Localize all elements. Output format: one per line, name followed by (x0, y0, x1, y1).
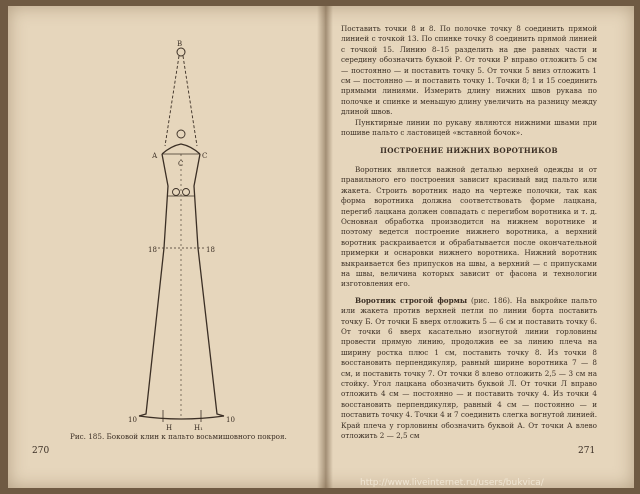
right-page-text (341, 24, 597, 441)
paragraph-4-body: (рис. 186). На выкройке пальто или жакета против верхней петли по линии борта поставить точку Б. От точки Б вверх отложить 5 — 6 см и поставить точку 6. От точки 6 вверх касательно изогнутой линии горловины провести прямую линию, продолжив ее за линию плеча на ширину ростка плюс 1 см, поставить точку 8. Из точки 8 восстановить перпендикуляр, равный ширине воротника 7 — 8 см, и поставить точку 7. От точки 8 влево отложить 2,5 — 3 см на стойку. Угол лацкана обозначить буквой Л. От точки Л вправо отложить 4 см — постоянно — и поставить точку 4. Из точки 4 восстановить перпендикуляр, равный 4 см — постоянно — и поставить точку 4. Точки 4 и 7 соединить слегка вогнутой линией. Край плеча у горловины обозначить буквой А. От точки А влево отложить 2 — 2,5 см (341, 295, 597, 441)
pattern-waist-point-left (173, 189, 180, 196)
paragraph-4 (341, 296, 597, 442)
side-wedge-pattern-figure (8, 6, 318, 446)
left-page-number: 270 (32, 446, 50, 456)
book-spread (8, 6, 634, 488)
figure-caption: Рис. 185. Боковой клин к пальто восьмишовного покроя. (70, 432, 287, 441)
pattern-sleeve-point (177, 130, 185, 138)
right-page-number: 271 (578, 446, 596, 456)
pattern-right-side (194, 154, 224, 416)
pattern-waist-point-right (183, 189, 190, 196)
fig-label-c-center: С (178, 160, 184, 168)
pattern-hem-line (139, 416, 224, 419)
fig-label-18-left: 18 (148, 246, 157, 254)
paragraph-4-lead: Воротник строгой формы (355, 295, 468, 305)
fig-label-h1: Н₁ (194, 424, 203, 432)
fig-label-h: Н (166, 424, 173, 432)
fig-label-10-left: 10 (128, 416, 137, 424)
pattern-top-point (177, 48, 185, 56)
section-heading: ПОСТРОЕНИЕ НИЖНИХ ВОРОТНИКОВ (380, 146, 558, 156)
fig-label-10-right: 10 (226, 416, 235, 424)
fig-label-18-right: 18 (206, 246, 215, 254)
pattern-left-side (139, 154, 168, 416)
fig-label-c-right: С (202, 152, 208, 160)
paragraph-3: Воротник является важной деталью верхней одежды и от правильного его построения зависит красивый вид пальто или жакета. Строить воротник надо на чертеже полочки, так как форма воротника должна соответствовать форме лацкана, перегиб лацкана должен совпадать с перегибом воротника и т. д. Основная обработка производится на нижнем воротнике и поэтому ведется построение нижнего воротника, а верхний воротник раскраивается и обрабатывается после окончательной примерки и оснаровки нижнего воротника. Нижний воротник выкраивается без припусков на швы, а верхний — с припусками на швы, величина которых зависит от фасона и технологии изготовления его. (341, 164, 597, 289)
watermark-url: http://www.liveinternet.ru/users/bukvica/ (360, 478, 544, 488)
book-gutter (317, 6, 333, 488)
pattern-armhole-curve (162, 144, 200, 154)
fig-label-top: В (177, 40, 183, 48)
fig-label-a: А (152, 152, 158, 160)
paragraph-2: Пунктирные линии по рукаву являются нижними швами при пошиве пальто с ластовицей «вставной бочок». (341, 117, 597, 138)
paragraph-1: Поставить точки 8 и 8. По полочке точку 8 соединить прямой линией с точкой 13. По спинке точку 8 соединить прямой линией с точкой 15. Линию 8–15 разделить на две равных части и середину обозначить буквой Р. От точки Р вправо отложить 5 см — постоянно — и поставить точку 5. От точки 5 вниз отложить 1 см — постоянно — и поставить точку 1. Точки 8; 1 и 15 соединить прямыми линиями. Измерить длину нижних швов рукава по полочке и спинке и меньшую длину увеличить на разницу между длиной швов. (341, 24, 597, 117)
